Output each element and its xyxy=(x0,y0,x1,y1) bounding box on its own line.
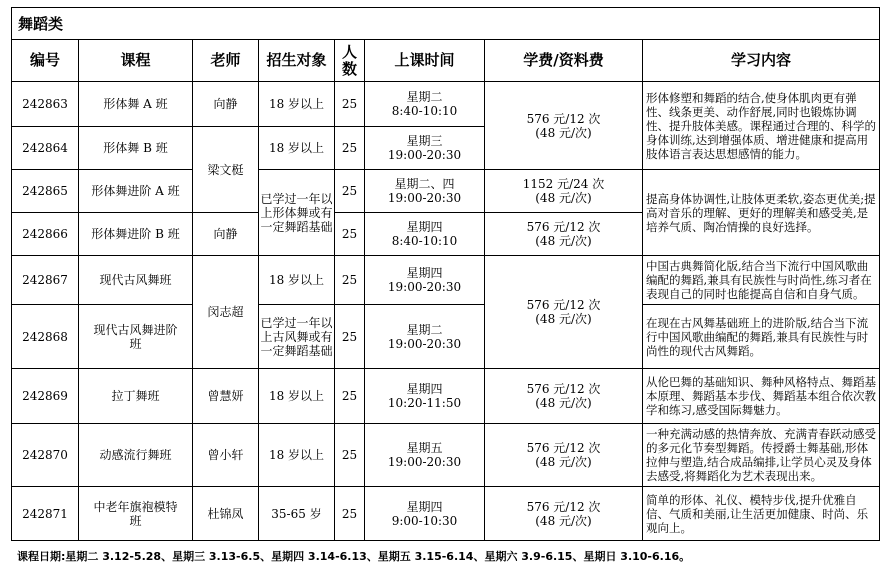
fee-per-session: (48 元/次) xyxy=(535,312,592,326)
course-name: 现代古风舞进阶班 xyxy=(79,305,193,369)
table-row xyxy=(12,424,880,487)
header-count: 人数 xyxy=(335,40,365,82)
schedule-time: 8:40-10:10 xyxy=(391,234,458,248)
schedule-time: 19:00-20:30 xyxy=(387,148,462,162)
fee-main: 576 元/12 次 xyxy=(526,220,601,234)
audience: 18 岁以上 xyxy=(259,424,335,487)
course-content: 形体修塑和舞蹈的结合,使身体肌肉更有弹性、线条更美、动作舒展,同时也锻炼协调性、提升肢体美感。课程通过合理的、科学的身体训练,达到增强体质、增进健康和提高用肢体语言表达思想感情的能力。 xyxy=(643,82,880,170)
fee-cell xyxy=(485,487,643,541)
course-name: 动感流行舞班 xyxy=(79,424,193,487)
fee-main: 576 元/12 次 xyxy=(526,441,601,455)
fee-cell xyxy=(485,170,643,213)
course-name: 中老年旗袍模特班 xyxy=(79,487,193,541)
capacity: 25 xyxy=(335,424,365,487)
capacity: 25 xyxy=(335,170,365,213)
header-audience: 招生对象 xyxy=(259,40,335,82)
audience: 18 岁以上 xyxy=(259,82,335,127)
teacher-name: 曾小轩 xyxy=(193,424,259,487)
fee-main: 576 元/12 次 xyxy=(526,298,601,312)
fee-per-session: (48 元/次) xyxy=(535,396,592,410)
schedule-day: 星期五 xyxy=(406,441,443,455)
category-title: 舞蹈类 xyxy=(12,8,880,40)
schedule-day: 星期三 xyxy=(406,134,443,148)
schedule-time: 19:00-20:30 xyxy=(387,191,462,205)
audience: 18 岁以上 xyxy=(259,127,335,170)
course-table xyxy=(11,7,880,541)
schedule xyxy=(365,424,485,487)
header-teacher: 老师 xyxy=(193,40,259,82)
teacher-name: 闵志超 xyxy=(193,256,259,369)
capacity: 25 xyxy=(335,487,365,541)
course-name: 形体舞 A 班 xyxy=(79,82,193,127)
teacher-name: 向静 xyxy=(193,82,259,127)
course-content: 提高身体协调性,让肢体更柔软,姿态更优美;提高对音乐的理解、更好的理解美和感受美,是培养气质、陶冶情操的良好选择。 xyxy=(643,170,880,256)
table-row xyxy=(12,82,880,127)
table-row xyxy=(12,369,880,424)
schedule-day: 星期四 xyxy=(406,220,443,234)
schedule-time: 8:40-10:10 xyxy=(391,104,458,118)
schedule-day: 星期二 xyxy=(406,90,443,104)
fee-per-session: (48 元/次) xyxy=(535,513,592,528)
schedule-day: 星期二、四 xyxy=(394,177,455,191)
course-content: 从伦巴舞的基础知识、舞种风格特点、舞蹈基本原理、舞蹈基本步伐、舞蹈基本组合依次教学和练习,感受国际舞魅力。 xyxy=(643,369,880,424)
capacity: 25 xyxy=(335,369,365,424)
header-id: 编号 xyxy=(12,40,79,82)
fee-cell xyxy=(485,213,643,256)
header-course: 课程 xyxy=(79,40,193,82)
course-id: 242871 xyxy=(12,487,79,541)
course-name: 拉丁舞班 xyxy=(79,369,193,424)
course-id: 242864 xyxy=(12,127,79,170)
course-id: 242868 xyxy=(12,305,79,369)
course-content: 中国古典舞简化版,结合当下流行中国风歌曲编配的舞蹈,兼具有民族性与时尚性,练习者在表现自己的同时也能提高自信和自身气质。 xyxy=(643,256,880,305)
fee-per-session: (48 元/次) xyxy=(535,234,592,248)
fee-cell xyxy=(485,369,643,424)
course-id: 242870 xyxy=(12,424,79,487)
schedule-time: 19:00-20:30 xyxy=(387,336,462,351)
audience: 35-65 岁 xyxy=(259,487,335,541)
course-name: 现代古风舞班 xyxy=(79,256,193,305)
fee-main: 576 元/12 次 xyxy=(526,499,601,514)
fee-main: 576 元/12 次 xyxy=(526,111,601,126)
table-row xyxy=(12,487,880,541)
header-fee: 学费/资料费 xyxy=(485,40,643,82)
schedule-day: 星期四 xyxy=(406,499,443,514)
capacity: 25 xyxy=(335,305,365,369)
schedule-time: 9:00-10:30 xyxy=(391,513,458,528)
fee-per-session: (48 元/次) xyxy=(535,455,592,469)
table-row xyxy=(12,170,880,213)
teacher-name: 向静 xyxy=(193,213,259,256)
fee-cell xyxy=(485,424,643,487)
header-schedule: 上课时间 xyxy=(365,40,485,82)
course-content: 简单的形体、礼仪、模特步伐,提升优雅自信、气质和美丽,让生活更加健康、时尚、乐观向上。 xyxy=(643,487,880,541)
fee-main: 576 元/12 次 xyxy=(526,382,601,396)
course-id: 242867 xyxy=(12,256,79,305)
capacity: 25 xyxy=(335,127,365,170)
schedule xyxy=(365,170,485,213)
schedule xyxy=(365,213,485,256)
course-name: 形体舞进阶 B 班 xyxy=(79,213,193,256)
course-id: 242863 xyxy=(12,82,79,127)
course-content: 一种充满动感的热情奔放、充满青春跃动感受的多元化节奏型舞蹈。传授爵士舞基础,形体拉伸与塑造,结合成品编排,让学员心灵及身体去感受,将舞蹈化为艺术表现出来。 xyxy=(643,424,880,487)
course-id: 242866 xyxy=(12,213,79,256)
schedule-day: 星期四 xyxy=(406,382,443,396)
course-dates-footer: 课程日期:星期二 3.12-5.28、星期三 3.13-6.5、星期四 3.14-6.13、星期五 3.15-6.14、星期六 3.9-6.15、星期日 3.10-6.16。 xyxy=(17,550,691,563)
audience: 已学过一年以上形体舞或有一定舞蹈基础 xyxy=(259,170,335,256)
audience: 18 岁以上 xyxy=(259,369,335,424)
header-content: 学习内容 xyxy=(643,40,880,82)
course-id: 242869 xyxy=(12,369,79,424)
audience: 已学过一年以上古风舞或有一定舞蹈基础 xyxy=(259,305,335,369)
schedule-time: 19:00-20:30 xyxy=(387,280,462,294)
teacher-name: 杜锦凤 xyxy=(193,487,259,541)
course-id: 242865 xyxy=(12,170,79,213)
teacher-name: 梁文梃 xyxy=(193,127,259,213)
course-content: 在现在古风舞基础班上的进阶版,结合当下流行中国风歌曲编配的舞蹈,兼具有民族性与时尚性的现代古风舞蹈。 xyxy=(643,305,880,369)
capacity: 25 xyxy=(335,82,365,127)
capacity: 25 xyxy=(335,256,365,305)
schedule xyxy=(365,82,485,127)
schedule-day: 星期二 xyxy=(406,322,443,337)
schedule-day: 星期四 xyxy=(406,266,443,280)
fee-per-session: (48 元/次) xyxy=(535,125,592,140)
course-name: 形体舞 B 班 xyxy=(79,127,193,170)
table-row xyxy=(12,305,880,369)
schedule-time: 10:20-11:50 xyxy=(387,396,462,410)
fee-per-session: (48 元/次) xyxy=(535,191,592,205)
table-row xyxy=(12,256,880,305)
fee-main: 1152 元/24 次 xyxy=(522,177,605,191)
teacher-name: 曾慧妍 xyxy=(193,369,259,424)
schedule xyxy=(365,127,485,170)
schedule-time: 19:00-20:30 xyxy=(387,455,462,469)
schedule xyxy=(365,305,485,369)
course-name: 形体舞进阶 A 班 xyxy=(79,170,193,213)
fee-cell xyxy=(485,256,643,369)
capacity: 25 xyxy=(335,213,365,256)
schedule xyxy=(365,369,485,424)
fee-cell xyxy=(485,82,643,170)
audience: 18 岁以上 xyxy=(259,256,335,305)
schedule xyxy=(365,487,485,541)
schedule xyxy=(365,256,485,305)
